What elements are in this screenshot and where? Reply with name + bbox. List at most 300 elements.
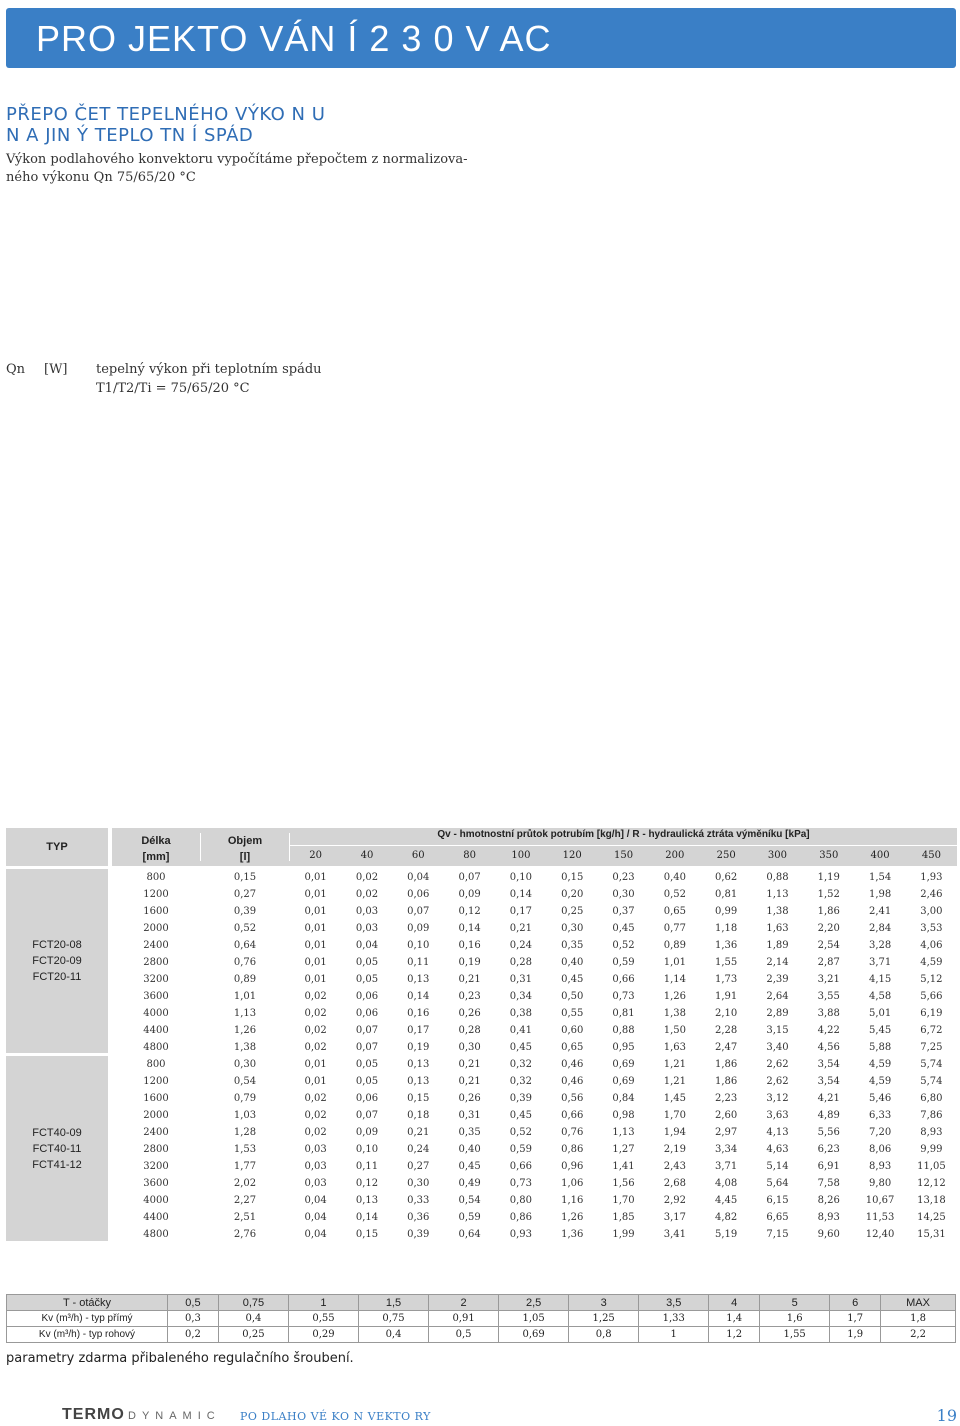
loss-cells (290, 1005, 957, 1022)
loss-cell: 0,09 (355, 1127, 379, 1138)
intro-text (6, 151, 468, 187)
objem-header (200, 833, 290, 861)
table-row (112, 1209, 957, 1226)
loss-cell: 1,01 (663, 957, 686, 968)
loss-cell: 0,27 (407, 1161, 430, 1172)
loss-cell: 1,21 (663, 1076, 686, 1087)
loss-cell: 0,17 (407, 1025, 430, 1036)
header-divider (290, 845, 957, 846)
loss-cell: 0,11 (407, 957, 430, 968)
loss-cell: 0,21 (458, 1059, 481, 1070)
loss-cell: 1,93 (920, 872, 943, 883)
type-group-1 (6, 869, 108, 1053)
table-row (112, 869, 957, 886)
valve-row-label: Kv (m³/h) - typ přímý (7, 1311, 168, 1327)
loss-cell: 2,46 (920, 889, 943, 900)
loss-cell: 0,10 (509, 872, 533, 883)
loss-cell: 3,12 (766, 1093, 789, 1104)
loss-cell: 2,84 (868, 923, 892, 934)
loss-cell: 0,39 (509, 1093, 533, 1104)
loss-cell: 0,46 (561, 1076, 584, 1087)
loss-cell: 0,16 (407, 1008, 430, 1019)
table-row (112, 1226, 957, 1243)
loss-cell: 0,14 (355, 1212, 379, 1223)
table-row (112, 1039, 957, 1056)
delka-cell: 4400 (143, 1212, 169, 1223)
loss-cell: 2,14 (766, 957, 789, 968)
loss-cell: 0,52 (509, 1127, 533, 1138)
loss-cell: 0,28 (509, 957, 533, 968)
flow-header-cell: 450 (921, 850, 941, 861)
loss-cell: 1,85 (612, 1212, 635, 1223)
loss-cell: 4,06 (920, 940, 943, 951)
loss-cell: 0,03 (355, 923, 379, 934)
flow-header-cell: 120 (562, 850, 582, 861)
loss-cell: 0,88 (766, 872, 789, 883)
loss-cell: 0,41 (509, 1025, 533, 1036)
loss-cell: 0,12 (355, 1178, 379, 1189)
delka-cell: 1200 (143, 1076, 169, 1087)
loss-cell: 3,71 (868, 957, 892, 968)
table-header (112, 828, 957, 866)
section-title-line2: N A JIN Ý TEPLO TN Í SPÁD (6, 125, 254, 146)
loss-cells (290, 971, 957, 988)
loss-cell: 0,45 (458, 1161, 481, 1172)
loss-cell: 0,35 (561, 940, 584, 951)
loss-cell: 0,07 (355, 1025, 379, 1036)
loss-cell: 0,25 (561, 906, 584, 917)
loss-cells (290, 1226, 957, 1243)
loss-cell: 0,02 (304, 1127, 327, 1138)
loss-cell: 2,20 (817, 923, 840, 934)
loss-cell: 2,47 (715, 1042, 738, 1053)
loss-cell: 0,13 (407, 1076, 430, 1087)
table-row (112, 971, 957, 988)
type-label: FCT41-12 (32, 1158, 82, 1171)
loss-cell: 1,86 (817, 906, 840, 917)
loss-cells (290, 886, 957, 903)
delka-header (112, 833, 200, 865)
valve-cell: 0,5 (429, 1327, 499, 1343)
valve-cell: 1,7 (830, 1311, 881, 1327)
loss-cell: 0,04 (304, 1229, 327, 1240)
table-row (112, 886, 957, 903)
loss-cell: 1,18 (715, 923, 738, 934)
loss-cell: 1,70 (663, 1110, 686, 1121)
objem-cell: 2,76 (233, 1229, 257, 1240)
loss-cell: 0,38 (509, 1008, 533, 1019)
valve-cell: 2,5 (499, 1295, 569, 1311)
loss-cell: 0,16 (458, 940, 481, 951)
loss-cell: 2,54 (817, 940, 840, 951)
loss-cell: 1,89 (766, 940, 789, 951)
loss-cells (290, 1209, 957, 1226)
loss-cell: 1,55 (715, 957, 738, 968)
flow-header-cell: 40 (360, 850, 374, 861)
loss-cell: 1,70 (612, 1195, 635, 1206)
loss-cell: 0,81 (612, 1008, 635, 1019)
loss-cell: 0,46 (561, 1059, 584, 1070)
loss-cell: 15,31 (917, 1229, 946, 1240)
delka-cell: 800 (146, 1059, 166, 1070)
loss-cell: 0,80 (509, 1195, 533, 1206)
loss-cell: 0,54 (458, 1195, 481, 1206)
loss-cell: 4,59 (920, 957, 943, 968)
loss-cell: 2,60 (715, 1110, 738, 1121)
loss-cells (290, 1141, 957, 1158)
loss-cell: 0,93 (509, 1229, 533, 1240)
loss-cell: 0,40 (663, 872, 686, 883)
loss-cell: 0,14 (509, 889, 533, 900)
loss-cell: 0,03 (355, 906, 379, 917)
loss-cells (290, 1056, 957, 1073)
loss-cell: 4,56 (817, 1042, 840, 1053)
loss-cell: 14,25 (917, 1212, 946, 1223)
loss-cell: 0,06 (355, 1093, 379, 1104)
loss-cell: 4,13 (766, 1127, 789, 1138)
loss-cell: 0,01 (304, 957, 327, 968)
loss-cell: 1,38 (766, 906, 789, 917)
objem-cell: 0,79 (233, 1093, 257, 1104)
loss-cell: 3,00 (920, 906, 943, 917)
loss-cell: 0,30 (561, 923, 584, 934)
loss-cell: 1,63 (766, 923, 789, 934)
table-row (112, 937, 957, 954)
valve-cell: 1,6 (760, 1311, 830, 1327)
loss-cell: 6,91 (817, 1161, 840, 1172)
loss-cell: 5,88 (868, 1042, 892, 1053)
loss-cell: 4,22 (817, 1025, 840, 1036)
loss-cell: 8,06 (868, 1144, 892, 1155)
loss-cell: 1,26 (561, 1212, 584, 1223)
loss-cell: 0,30 (407, 1178, 430, 1189)
loss-cell: 4,45 (715, 1195, 738, 1206)
valve-cell: 1 (288, 1295, 358, 1311)
loss-cell: 0,73 (612, 991, 635, 1002)
objem-cell: 1,28 (233, 1127, 257, 1138)
delka-cell: 800 (146, 872, 166, 883)
loss-cell: 0,66 (561, 1110, 584, 1121)
loss-cell: 8,93 (868, 1161, 892, 1172)
loss-cell: 2,39 (766, 974, 789, 985)
valve-cell: 0,69 (499, 1327, 569, 1343)
table-row (112, 1192, 957, 1209)
loss-cell: 4,63 (766, 1144, 789, 1155)
typ-header: TYP (6, 828, 108, 866)
loss-cell: 0,01 (304, 1076, 327, 1087)
loss-cell: 4,59 (868, 1076, 892, 1087)
loss-cell: 0,14 (407, 991, 430, 1002)
type-group-2 (6, 1056, 108, 1241)
loss-cell: 0,05 (355, 1059, 379, 1070)
loss-cell: 3,28 (868, 940, 892, 951)
table-row (112, 1175, 957, 1192)
delka-unit: [mm] (142, 851, 170, 863)
valve-cell: 2,2 (881, 1327, 956, 1343)
flow-header-cell: 200 (665, 850, 685, 861)
loss-cell: 3,41 (663, 1229, 686, 1240)
table-row (112, 1158, 957, 1175)
valve-cell: 5 (760, 1295, 830, 1311)
table-row (112, 988, 957, 1005)
loss-cell: 0,02 (304, 1093, 327, 1104)
delka-cell: 2800 (143, 957, 169, 968)
loss-cell: 0,03 (304, 1178, 327, 1189)
loss-cell: 1,16 (561, 1195, 584, 1206)
valve-note: parametry zdarma přibaleného regulačního šroubení. (6, 1351, 354, 1366)
loss-cell: 5,64 (766, 1178, 789, 1189)
loss-cell: 0,19 (458, 957, 481, 968)
loss-cell: 1,98 (868, 889, 892, 900)
loss-cell: 0,76 (561, 1127, 584, 1138)
loss-cell: 0,86 (509, 1212, 533, 1223)
loss-cell: 5,66 (920, 991, 943, 1002)
loss-cell: 1,56 (612, 1178, 635, 1189)
loss-cell: 0,05 (355, 957, 379, 968)
loss-cell: 1,19 (817, 872, 840, 883)
type-label: FCT40-09 (32, 1126, 82, 1139)
loss-cell: 1,41 (612, 1161, 635, 1172)
table-row (112, 1124, 957, 1141)
type-label: FCT40-11 (32, 1142, 82, 1155)
loss-cell: 5,12 (920, 974, 943, 985)
loss-cell: 2,43 (663, 1161, 686, 1172)
loss-cell: 0,45 (561, 974, 584, 985)
loss-cell: 7,20 (868, 1127, 892, 1138)
loss-cell: 0,40 (458, 1144, 481, 1155)
objem-cell: 0,64 (233, 940, 257, 951)
loss-cell: 2,87 (817, 957, 840, 968)
valve-cell: 1,55 (760, 1327, 830, 1343)
valve-cell: 0,5 (168, 1295, 219, 1311)
loss-cell: 0,04 (304, 1212, 327, 1223)
valve-cell: 0,4 (359, 1327, 429, 1343)
loss-cell: 0,35 (458, 1127, 481, 1138)
loss-cell: 1,36 (561, 1229, 584, 1240)
delka-cell: 1600 (143, 1093, 169, 1104)
objem-cell: 0,52 (233, 923, 257, 934)
loss-cell: 10,67 (865, 1195, 895, 1206)
loss-cell: 5,56 (817, 1127, 840, 1138)
valve-cell: 0,2 (168, 1327, 219, 1343)
delka-cell: 2000 (143, 1110, 169, 1121)
loss-cell: 0,04 (407, 872, 430, 883)
loss-cell: 1,45 (663, 1093, 686, 1104)
loss-cell: 4,15 (868, 974, 892, 985)
loss-cell: 0,01 (304, 974, 327, 985)
loss-cell: 12,12 (917, 1178, 946, 1189)
loss-cell: 0,95 (612, 1042, 635, 1053)
valve-cell: 0,4 (218, 1311, 288, 1327)
loss-cell: 4,58 (868, 991, 892, 1002)
loss-cell: 0,05 (355, 1076, 379, 1087)
qv-header: Qv - hmotnostní průtok potrubím [kg/h] / R - hydraulická ztráta výměníku [kPa] (437, 829, 810, 840)
loss-cell: 3,34 (715, 1144, 738, 1155)
delka-cell: 4800 (143, 1042, 169, 1053)
type-label: FCT20-11 (32, 971, 82, 983)
loss-cell: 3,15 (766, 1025, 789, 1036)
qn-symbol: Qn (6, 362, 26, 377)
valve-cell: 1,9 (830, 1327, 881, 1343)
loss-cell: 6,15 (766, 1195, 789, 1206)
qn-unit: [W] (44, 362, 68, 377)
loss-cell: 0,34 (509, 991, 533, 1002)
loss-cell: 2,89 (766, 1008, 789, 1019)
loss-cell: 0,45 (509, 1110, 533, 1121)
loss-cell: 0,21 (509, 923, 533, 934)
flow-header-cell: 80 (463, 850, 476, 861)
loss-cell: 0,13 (407, 1059, 430, 1070)
loss-cell: 8,93 (920, 1127, 943, 1138)
loss-cell: 0,69 (612, 1059, 635, 1070)
objem-cell: 1,38 (233, 1042, 257, 1053)
loss-cell: 0,01 (304, 1059, 327, 1070)
flow-header-cell: 250 (716, 850, 736, 861)
loss-cell: 0,01 (304, 889, 327, 900)
loss-cell: 0,02 (304, 991, 327, 1002)
objem-cell: 1,53 (233, 1144, 257, 1155)
loss-cell: 0,45 (509, 1042, 533, 1053)
valve-cell: 1 (639, 1327, 709, 1343)
loss-cells (290, 954, 957, 971)
loss-cell: 0,86 (561, 1144, 584, 1155)
loss-cell: 1,54 (868, 872, 892, 883)
valve-cell: 1,05 (499, 1311, 569, 1327)
loss-cell: 8,93 (817, 1212, 840, 1223)
table-row (112, 1090, 957, 1107)
valve-cell: 6 (830, 1295, 881, 1311)
loss-cell: 1,26 (663, 991, 686, 1002)
loss-cell: 0,15 (407, 1093, 430, 1104)
page-number: 19 (936, 1406, 957, 1425)
loss-cell: 0,06 (355, 1008, 379, 1019)
loss-cell: 0,07 (355, 1042, 379, 1053)
page-header-title: PRO JEKTO VÁN Í 2 3 0 V AC (36, 18, 552, 59)
loss-cell: 6,19 (920, 1008, 943, 1019)
loss-cell: 1,13 (766, 889, 789, 900)
loss-cell: 2,23 (715, 1093, 738, 1104)
loss-cell: 5,14 (766, 1161, 789, 1172)
loss-cell: 7,25 (920, 1042, 943, 1053)
loss-cell: 2,41 (868, 906, 892, 917)
valve-cell: MAX (881, 1295, 956, 1311)
delka-cell: 1600 (143, 906, 169, 917)
valve-cell: 1,4 (709, 1311, 760, 1327)
objem-cell: 0,89 (233, 974, 257, 985)
loss-cell: 2,97 (715, 1127, 738, 1138)
loss-cell: 0,31 (509, 974, 533, 985)
delka-cell: 1200 (143, 889, 169, 900)
loss-cell: 0,23 (612, 872, 635, 883)
delka-cell: 3200 (143, 974, 169, 985)
delka-cell: 2000 (143, 923, 169, 934)
objem-cell: 2,27 (233, 1195, 257, 1206)
table-row (112, 1005, 957, 1022)
valve-cell: 3,5 (639, 1295, 709, 1311)
loss-cell: 0,06 (407, 889, 430, 900)
loss-cell: 0,07 (355, 1110, 379, 1121)
table-row (112, 1073, 957, 1090)
loss-cell: 9,80 (868, 1178, 892, 1189)
loss-cell: 3,63 (766, 1110, 789, 1121)
objem-cell: 0,15 (233, 872, 257, 883)
loss-cell: 0,77 (663, 923, 686, 934)
loss-cell: 0,81 (715, 889, 738, 900)
loss-cell: 1,94 (663, 1127, 686, 1138)
loss-cell: 3,55 (817, 991, 840, 1002)
flow-header-cell: 400 (870, 850, 890, 861)
loss-cell: 2,64 (766, 991, 789, 1002)
loss-cell: 0,19 (407, 1042, 430, 1053)
loss-cell: 0,09 (407, 923, 430, 934)
valve-cell: 1,5 (359, 1295, 429, 1311)
delka-label: Délka (141, 835, 171, 847)
valve-settings-table (6, 1294, 956, 1343)
loss-cell: 2,62 (766, 1059, 789, 1070)
table-row (112, 920, 957, 937)
loss-cell: 5,19 (715, 1229, 738, 1240)
loss-cell: 0,36 (407, 1212, 430, 1223)
loss-cell: 6,72 (920, 1025, 943, 1036)
loss-cell: 0,01 (304, 906, 327, 917)
loss-cell: 3,54 (817, 1076, 840, 1087)
loss-cell: 0,30 (458, 1042, 481, 1053)
loss-cell: 0,24 (407, 1144, 430, 1155)
loss-cell: 0,04 (304, 1195, 327, 1206)
loss-cell: 0,15 (355, 1229, 379, 1240)
loss-cell: 6,23 (817, 1144, 840, 1155)
loss-cell: 1,06 (561, 1178, 584, 1189)
intro-line2: ného výkonu Qn 75/65/20 °C (6, 170, 196, 185)
loss-cell: 0,55 (561, 1008, 584, 1019)
loss-cell: 0,20 (561, 889, 584, 900)
loss-cells (290, 1124, 957, 1141)
loss-cell: 0,18 (407, 1110, 430, 1121)
qn-description (96, 360, 496, 398)
loss-cell: 0,02 (355, 872, 379, 883)
section-title-line1: PŘEPO ČET TEPELNÉHO VÝKO N U (6, 104, 326, 125)
loss-cell: 0,31 (458, 1110, 481, 1121)
objem-cell: 0,39 (233, 906, 257, 917)
valve-cell: 0,3 (168, 1311, 219, 1327)
table-row (112, 903, 957, 920)
loss-cell: 9,60 (817, 1229, 840, 1240)
valve-cell: 4 (709, 1295, 760, 1311)
valve-cell: 3 (569, 1295, 639, 1311)
loss-cell: 2,10 (715, 1008, 738, 1019)
loss-cell: 3,88 (817, 1008, 840, 1019)
loss-cell: 1,86 (715, 1059, 738, 1070)
objem-cell: 2,02 (233, 1178, 257, 1189)
loss-cell: 0,59 (612, 957, 635, 968)
flow-header-cell: 60 (411, 850, 425, 861)
valve-cell: 0,8 (569, 1327, 639, 1343)
table-row (112, 954, 957, 971)
valve-cell: 0,75 (218, 1295, 288, 1311)
loss-cell: 7,15 (766, 1229, 789, 1240)
flow-headers (290, 850, 957, 861)
objem-cell: 1,13 (233, 1008, 257, 1019)
loss-cell: 0,03 (304, 1144, 327, 1155)
loss-cell: 0,59 (458, 1212, 481, 1223)
loss-cell: 0,69 (612, 1076, 635, 1087)
loss-cell: 0,02 (304, 1110, 327, 1121)
objem-cell: 0,27 (233, 889, 257, 900)
loss-cell: 0,73 (509, 1178, 533, 1189)
loss-cells (290, 920, 957, 937)
footer-section-text: PO DLAHO VÉ KO N VEKTO RY (240, 1410, 431, 1423)
loss-cells (290, 1158, 957, 1175)
